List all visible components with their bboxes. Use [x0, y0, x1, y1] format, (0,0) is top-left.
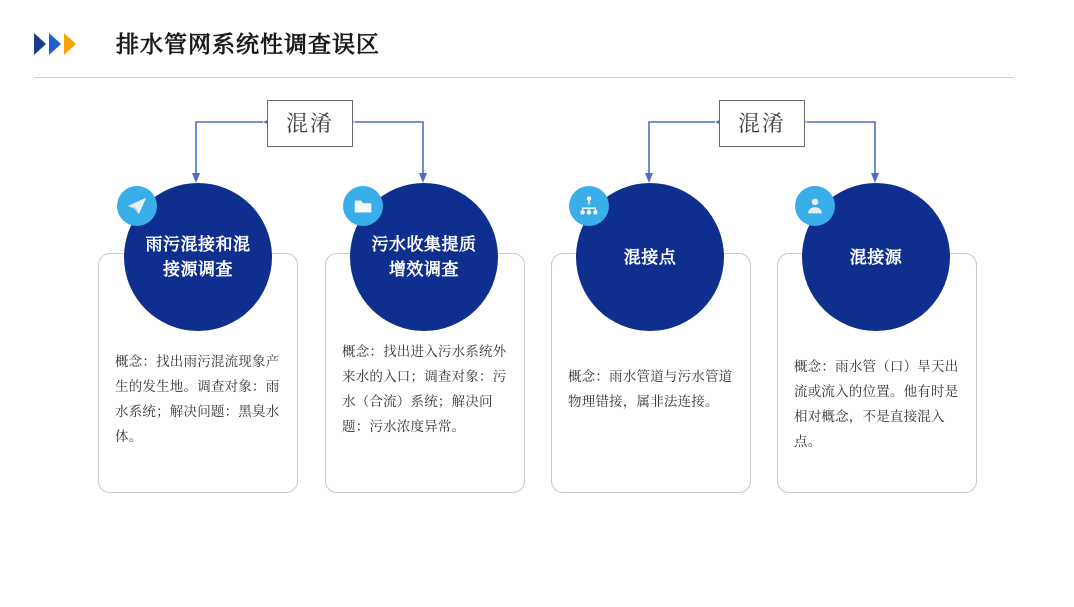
node-circle-1-title: 雨污混接和混接源调查 — [145, 235, 251, 279]
folder-icon — [343, 186, 383, 226]
network-node-icon — [569, 186, 609, 226]
card-2-body: 概念：找出进入污水系统外来水的入口；调查对象：污水（合流）系统；解决问题：污水浓度异常。 — [342, 344, 507, 434]
card-1-body: 概念：找出雨污混流现象产生的发生地。调查对象：雨水系统；解决问题：黑臭水体。 — [115, 354, 280, 444]
person-icon — [795, 186, 835, 226]
confusion-label-left: 混淆 — [267, 100, 353, 147]
triple-chevron-icon — [34, 33, 90, 55]
card-4-body: 概念：雨水管（口）旱天出流或流入的位置。他有时是相对概念，不是直接混入点。 — [794, 359, 959, 449]
slide-header — [0, 0, 1074, 78]
paper-plane-icon — [117, 186, 157, 226]
node-circle-4-title: 混接源 — [849, 247, 903, 267]
card-3-body: 概念：雨水管道与污水管道物理错接，属非法连接。 — [568, 369, 733, 409]
confusion-label-right: 混淆 — [719, 100, 805, 147]
page-title: 排水管网系统性调查误区 — [116, 31, 380, 57]
node-circle-2-title: 污水收集提质增效调查 — [371, 235, 477, 279]
header-divider — [34, 77, 1014, 78]
node-circle-3-title: 混接点 — [623, 247, 677, 267]
